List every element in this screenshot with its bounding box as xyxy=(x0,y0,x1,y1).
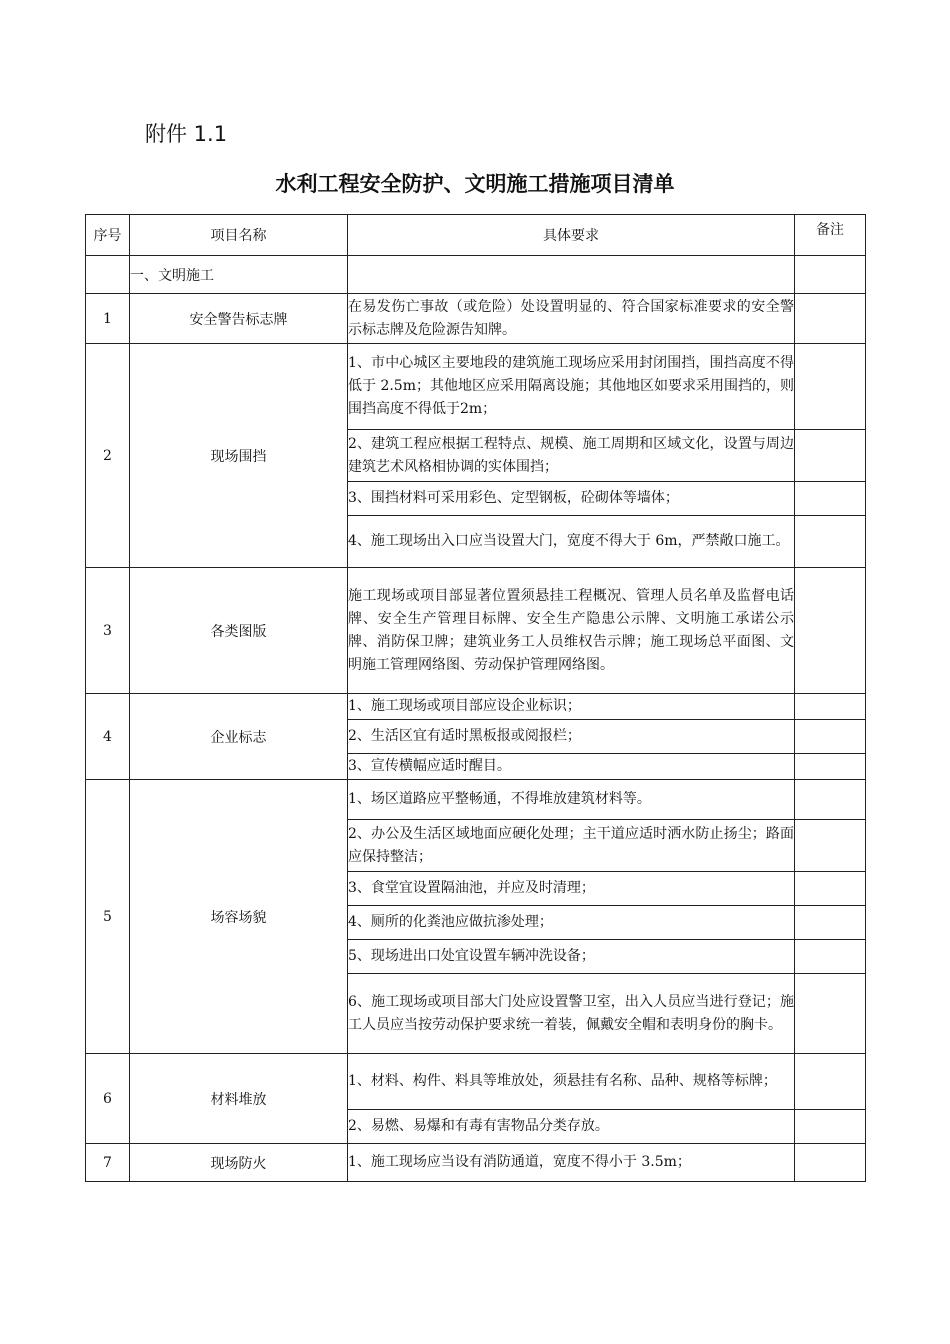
note-cell xyxy=(795,780,866,820)
note-cell xyxy=(795,516,866,568)
requirement-text: 在易发伤亡事故（或危险）处设置明显的、符合国家标准要求的安全警示标志牌及危险源告知牌。 xyxy=(348,294,795,344)
section-row xyxy=(86,256,866,294)
requirement-text: 2、建筑工程应根据工程特点、规模、施工周期和区域文化，设置与周边建筑艺术风格相协调的实体围挡； xyxy=(348,430,795,482)
item-name: 现场防火 xyxy=(130,1144,348,1182)
table-row xyxy=(86,568,866,694)
note-cell xyxy=(795,568,866,694)
row-number: 6 xyxy=(86,1054,130,1144)
requirement-text: 施工现场或项目部显著位置须悬挂工程概况、管理人员名单及监督电话牌、安全生产管理目标牌、安全生产隐患公示牌、文明施工承诺公示牌、消防保卫牌；建筑业务工人员维权告示牌；施工现场总平面图、文明施工管理网络图、劳动保护管理网络图。 xyxy=(348,568,795,694)
page-title: 水利工程安全防护、文明施工措施项目清单 xyxy=(275,172,675,196)
requirement-text: 3、宣传横幅应适时醒目。 xyxy=(348,754,795,780)
note-cell xyxy=(795,482,866,516)
note-cell xyxy=(795,1144,866,1182)
note-cell xyxy=(795,344,866,430)
table-row xyxy=(86,344,866,430)
row-number: 5 xyxy=(86,780,130,1054)
column-header-requirements: 具体要求 xyxy=(348,215,795,256)
requirement-text: 4、厕所的化粪池应做抗渗处理； xyxy=(348,906,795,940)
item-name: 安全警告标志牌 xyxy=(130,294,348,344)
note-cell xyxy=(795,294,866,344)
note-cell xyxy=(795,872,866,906)
requirement-text: 2、生活区宜有适时黑板报或阅报栏； xyxy=(348,720,795,754)
item-name: 企业标志 xyxy=(130,694,348,780)
attachment-label: 附件 1.1 xyxy=(145,122,228,146)
note-cell xyxy=(795,754,866,780)
requirement-text: 3、食堂宜设置隔油池，并应及时清理； xyxy=(348,872,795,906)
row-number: 1 xyxy=(86,294,130,344)
note-cell xyxy=(795,694,866,720)
note-cell xyxy=(795,940,866,974)
requirement-text: 1、场区道路应平整畅通，不得堆放建筑材料等。 xyxy=(348,780,795,820)
column-header-name: 项目名称 xyxy=(130,215,348,256)
requirement-text: 5、现场进出口处宜设置车辆冲洗设备； xyxy=(348,940,795,974)
note-cell xyxy=(795,430,866,482)
requirement-text: 1、材料、构件、料具等堆放处，须悬挂有名称、品种、规格等标牌； xyxy=(348,1054,795,1110)
requirement-text: 4、施工现场出入口应当设置大门，宽度不得大于 6m，严禁敞口施工。 xyxy=(348,516,795,568)
column-header-notes: 备注 xyxy=(795,215,866,256)
table-body xyxy=(86,256,866,1182)
item-name: 各类图版 xyxy=(130,568,348,694)
column-header-no: 序号 xyxy=(86,215,130,256)
item-name: 现场围挡 xyxy=(130,344,348,568)
section-no-cell xyxy=(86,256,130,294)
requirement-text: 6、施工现场或项目部大门处应设置警卫室，出入人员应当进行登记；施工人员应当按劳动保护要求统一着装，佩戴安全帽和表明身份的胸卡。 xyxy=(348,974,795,1054)
requirement-text: 2、易燃、易爆和有毒有害物品分类存放。 xyxy=(348,1110,795,1144)
section-req-cell xyxy=(348,256,795,294)
requirement-text: 2、办公及生活区域地面应硬化处理；主干道应适时洒水防止扬尘；路面应保持整洁； xyxy=(348,820,795,872)
requirement-text: 1、施工现场或项目部应设企业标识； xyxy=(348,694,795,720)
row-number: 7 xyxy=(86,1144,130,1182)
table-row xyxy=(86,694,866,720)
item-name: 材料堆放 xyxy=(130,1054,348,1144)
note-cell xyxy=(795,720,866,754)
table-row xyxy=(86,1054,866,1110)
row-number: 3 xyxy=(86,568,130,694)
section-label: 一、文明施工 xyxy=(130,256,348,294)
item-name: 场容场貌 xyxy=(130,780,348,1054)
note-cell xyxy=(795,1110,866,1144)
table-row xyxy=(86,780,866,820)
requirement-text: 3、围挡材料可采用彩色、定型钢板，砼砌体等墙体； xyxy=(348,482,795,516)
section-note-cell xyxy=(795,256,866,294)
table-row xyxy=(86,294,866,344)
note-cell xyxy=(795,820,866,872)
note-cell xyxy=(795,974,866,1054)
measures-table xyxy=(85,214,866,1182)
requirement-text: 1、施工现场应当设有消防通道，宽度不得小于 3.5m； xyxy=(348,1144,795,1182)
note-cell xyxy=(795,1054,866,1110)
row-number: 2 xyxy=(86,344,130,568)
row-number: 4 xyxy=(86,694,130,780)
requirement-text: 1、市中心城区主要地段的建筑施工现场应采用封闭围挡，围挡高度不得低于 2.5m；其他地区应采用隔离设施；其他地区如要求采用围挡的，则围挡高度不得低于2m； xyxy=(348,344,795,430)
note-cell xyxy=(795,906,866,940)
table-header-row xyxy=(86,215,866,256)
table-row xyxy=(86,1144,866,1182)
